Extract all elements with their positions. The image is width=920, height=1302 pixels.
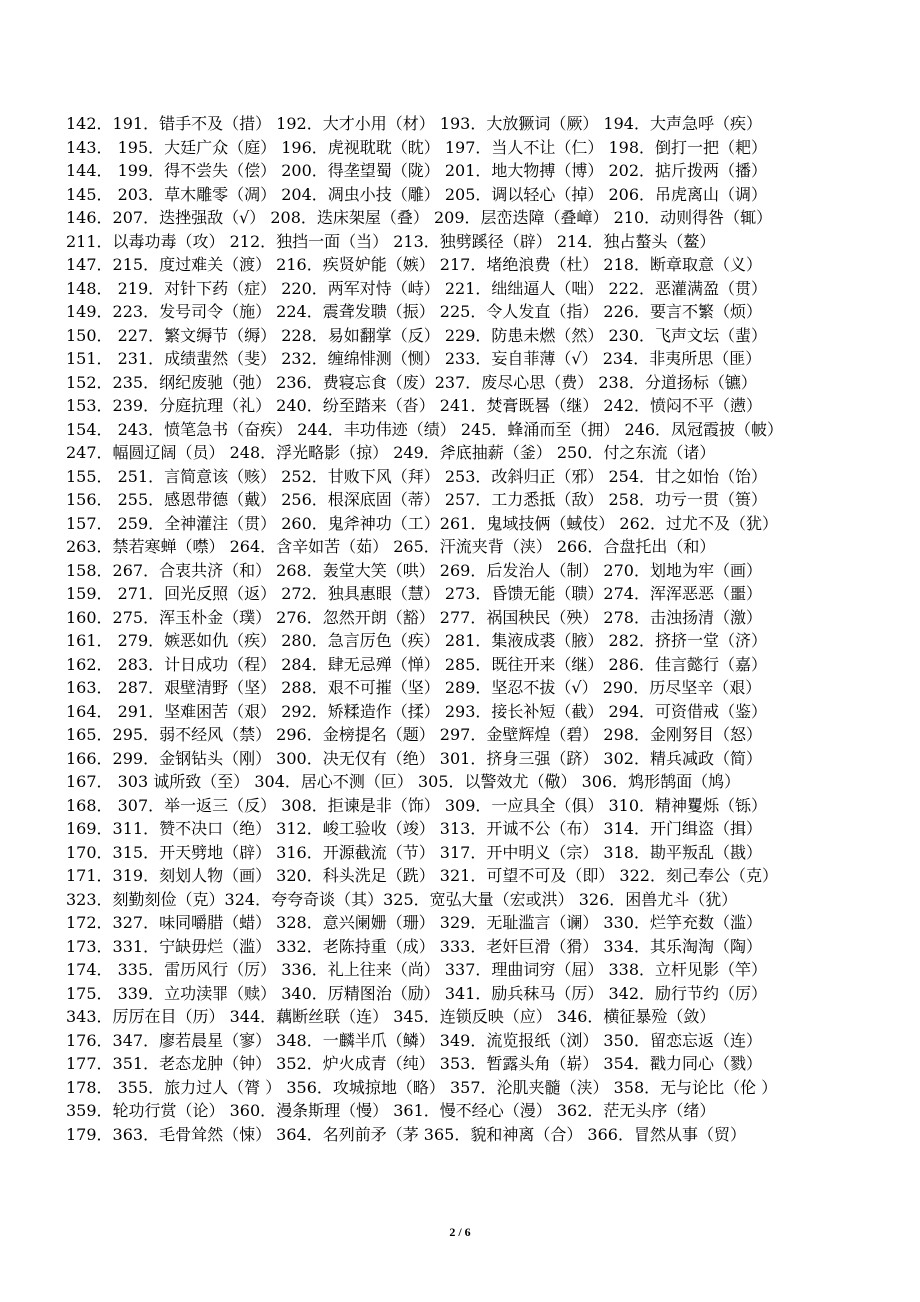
text-line: 158．267．合衷共济（和） 268．轰堂大笑（哄） 269．后发治人（制） 270．划地为牢（画） <box>66 560 762 580</box>
text-line: 164． 291．坚难困苦（艰） 292．矫糅造作（揉） 293．接长补短（截） 294．可资借戒（鉴） <box>66 701 768 721</box>
page-number: 2 / 6 <box>449 1225 471 1239</box>
text-line: 163． 287．艰壁清野（坚） 288．艰不可摧（坚） 289．坚忍不拔（√） 290．历尽坚辛（艰） <box>66 678 762 697</box>
text-line: 152．235．纲纪废驰（弛） 236．费寝忘食（废）237．废尽心思（费） 238．分道扬标（镳） <box>66 372 757 392</box>
text-line: 148． 219．对针下药（症） 220．两军对恃（峙） 221．绌绌逼人（咄） 222．恶灌满盈（贯） <box>66 278 768 298</box>
text-line: 162． 283．计日成功（程） 284．肆无忌殚（惮） 285．既往开来（继） 286．佳言懿行（嘉） <box>66 654 768 674</box>
text-line: 165．295．弱不经风（禁） 296．金榜提名（题） 297．金壁辉煌（碧） 298．金刚努目（怒） <box>66 725 762 744</box>
text-line: 142．191．错手不及（措） 192．大才小用（材） 193．大放獗词（厥） 194．大声急呼（疾） <box>66 114 762 133</box>
text-line: 179．363．毛骨耸然（悚） 364．名列前矛（茅 365．貌和神离（合） 366．冒然从事（贸） <box>66 1124 746 1144</box>
text-line: 247．幅圆辽阔（员） 248．浮光略影（掠） 249．斧底抽薪（釜） 250．付之东流（诸） <box>66 443 716 462</box>
text-line: 172．327．味同嚼腊（蜡） 328．意兴阑姗（珊） 329．无耻滥言（谰） 330．烂竽充数（滥） <box>66 913 762 932</box>
text-line: 153．239．分庭抗理（礼） 240．纷至踏来（沓） 241．焚膏既晷（继） 242．愤闷不平（懑） <box>66 396 762 415</box>
text-line: 168． 307．举一返三（反） 308．拒谏是非（饰） 309．一应具全（俱） 310．精神矍烁（铄） <box>66 795 768 815</box>
text-line: 359．轮功行赏（论） 360．漫条斯理（慢） 361．慢不经心（漫） 362．茫无头序（绪） <box>66 1101 716 1120</box>
text-line: 173．331．宁缺毋烂（滥） 332．老陈持重（成） 333．老奸巨滑（猾） 334．其乐淘淘（陶） <box>66 936 762 956</box>
text-line: 150． 227．繁文缛节（缛） 228．易如翻掌（反） 229．防患未燃（然） 230．飞声文坛（蜚） <box>66 325 768 345</box>
text-line: 211．以毒功毒（攻） 212．独挡一面（当） 213．独劈蹊径（辟） 214．独占螯头（鳌） <box>66 231 716 251</box>
text-line: 177．351．老态龙肿（钟） 352．炉火成青（纯） 353．暂露头角（崭） 354．戳力同心（戮） <box>66 1054 762 1073</box>
text-line: 167． 303 诚所致（至） 304．居心不测（叵） 305．以警效尤（儆） 306．鸩形鹄面（鸠） <box>66 772 741 791</box>
text-line: 149．223．发号司令（施） 224．震聋发聩（振） 225．令人发直（指） 226．要言不繁（烦） <box>66 302 762 321</box>
text-line: 145． 203．草木雕零（凋） 204．凋虫小技（雕） 205．调以轻心（掉） 206．吊虎离山（调） <box>66 184 768 204</box>
text-line: 146．207．迭挫强敌（√） 208．迭床架屋（叠） 209．层峦迭障（叠嶂） 210．动则得咎（辄） <box>66 208 773 227</box>
text-line: 263．禁若寒蝉（噤） 264．含辛如苦（茹） 265．汗流夹背（浃） 266．合盘托出（和） <box>66 537 716 556</box>
text-line: 156． 255．感恩带德（戴） 256．根深底固（蒂） 257．工力悉抵（敌） 258．功亏一贯（篑） <box>66 490 768 509</box>
text-line: 176．347．廖若晨星（寥） 348．一麟半爪（鳞） 349．流览报纸（浏） 350．留恋忘返（连） <box>66 1030 762 1050</box>
text-line: 174． 335．雷历风行（厉） 336．礼上往来（尚） 337．理曲词穷（屈） 338．立杆见影（竿） <box>66 960 768 979</box>
idiom-correction-list <box>66 112 906 1146</box>
text-line: 343．厉厉在目（历） 344．藕断丝联（连） 345．连锁反映（应） 346．横征暴殓（敛） <box>66 1007 716 1026</box>
text-line: 155． 251．言简意该（赅） 252．甘败下风（拜） 253．改斜归正（邪） 254．甘之如怡（饴） <box>66 466 768 486</box>
text-line: 178． 355．旅力过人（膂 ） 356．攻城掠地（略） 357．沦肌夹髓（浃） 358．无与论比（伦 ） <box>66 1077 778 1097</box>
text-line: 143． 195．大廷广众（庭） 196．虎视耽耽（眈） 197．当人不让（仁） 198．倒打一把（耙） <box>66 137 768 157</box>
text-line: 144． 199．得不尝失（偿） 200．得垄望蜀（陇） 201．地大物搏（博） 202．掂斤拨两（播） <box>66 161 768 180</box>
text-line: 147．215．度过难关（渡） 216．疾贤妒能（嫉） 217．堵绝浪费（杜） 218．断章取意（义） <box>66 255 762 274</box>
text-line: 151． 231．成绩蜚然（斐） 232．缠绵悱测（恻） 233．妄自菲薄（√） 234．非夷所思（匪） <box>66 349 762 368</box>
text-line: 323．刻勤刻俭（克）324．夸夸奇谈（其）325．宽弘大量（宏或洪） 326．困兽尤斗（犹） <box>66 889 738 909</box>
text-line: 166．299．金钢钻头（刚） 300．决无仅有（绝） 301．挤身三强（跻） 302．精兵减政（简） <box>66 748 762 768</box>
text-line: 175． 339．立功渎罪（赎） 340．厉精图治（励） 341．励兵秣马（厉） 342．励行节约（厉） <box>66 983 768 1003</box>
text-line: 160．275．浑玉朴金（璞） 276．忽然开朗（豁） 277．祸国秧民（殃） 278．击浊扬清（激） <box>66 607 762 627</box>
text-line: 157． 259．全神灌注（贯） 260．鬼斧神功（工）261．鬼域技俩（蜮伎） 262．过尤不及（犹） <box>66 513 778 533</box>
text-line: 161． 279．嫉恶如仇（疾） 280．急言厉色（疾） 281．集液成裘（腋） 282．挤挤一堂（济） <box>66 631 768 650</box>
text-line: 169．311．赞不决口（绝） 312．峻工验收（竣） 313．开诚不公（布） 314．开门缉盗（揖） <box>66 819 762 838</box>
text-line: 154． 243．愤笔急书（奋疾） 244．丰功伟迹（绩） 245．蜂涌而至（拥） 246．凤冠霞披（帔） <box>66 419 784 439</box>
text-line: 159． 271．回光反照（返） 272．独具惠眼（慧） 273．昏馈无能（聩）274．浑浑恶恶（噩） <box>66 584 762 603</box>
text-line: 171．319．刻划人物（画） 320．科头洗足（跣） 321．可望不可及（即） 322．刻己奉公（克） <box>66 866 778 885</box>
text-line: 170．315．开天劈地（辟） 316．开源截流（节） 317．开中明义（宗） 318．勘平叛乱（戡） <box>66 842 762 862</box>
